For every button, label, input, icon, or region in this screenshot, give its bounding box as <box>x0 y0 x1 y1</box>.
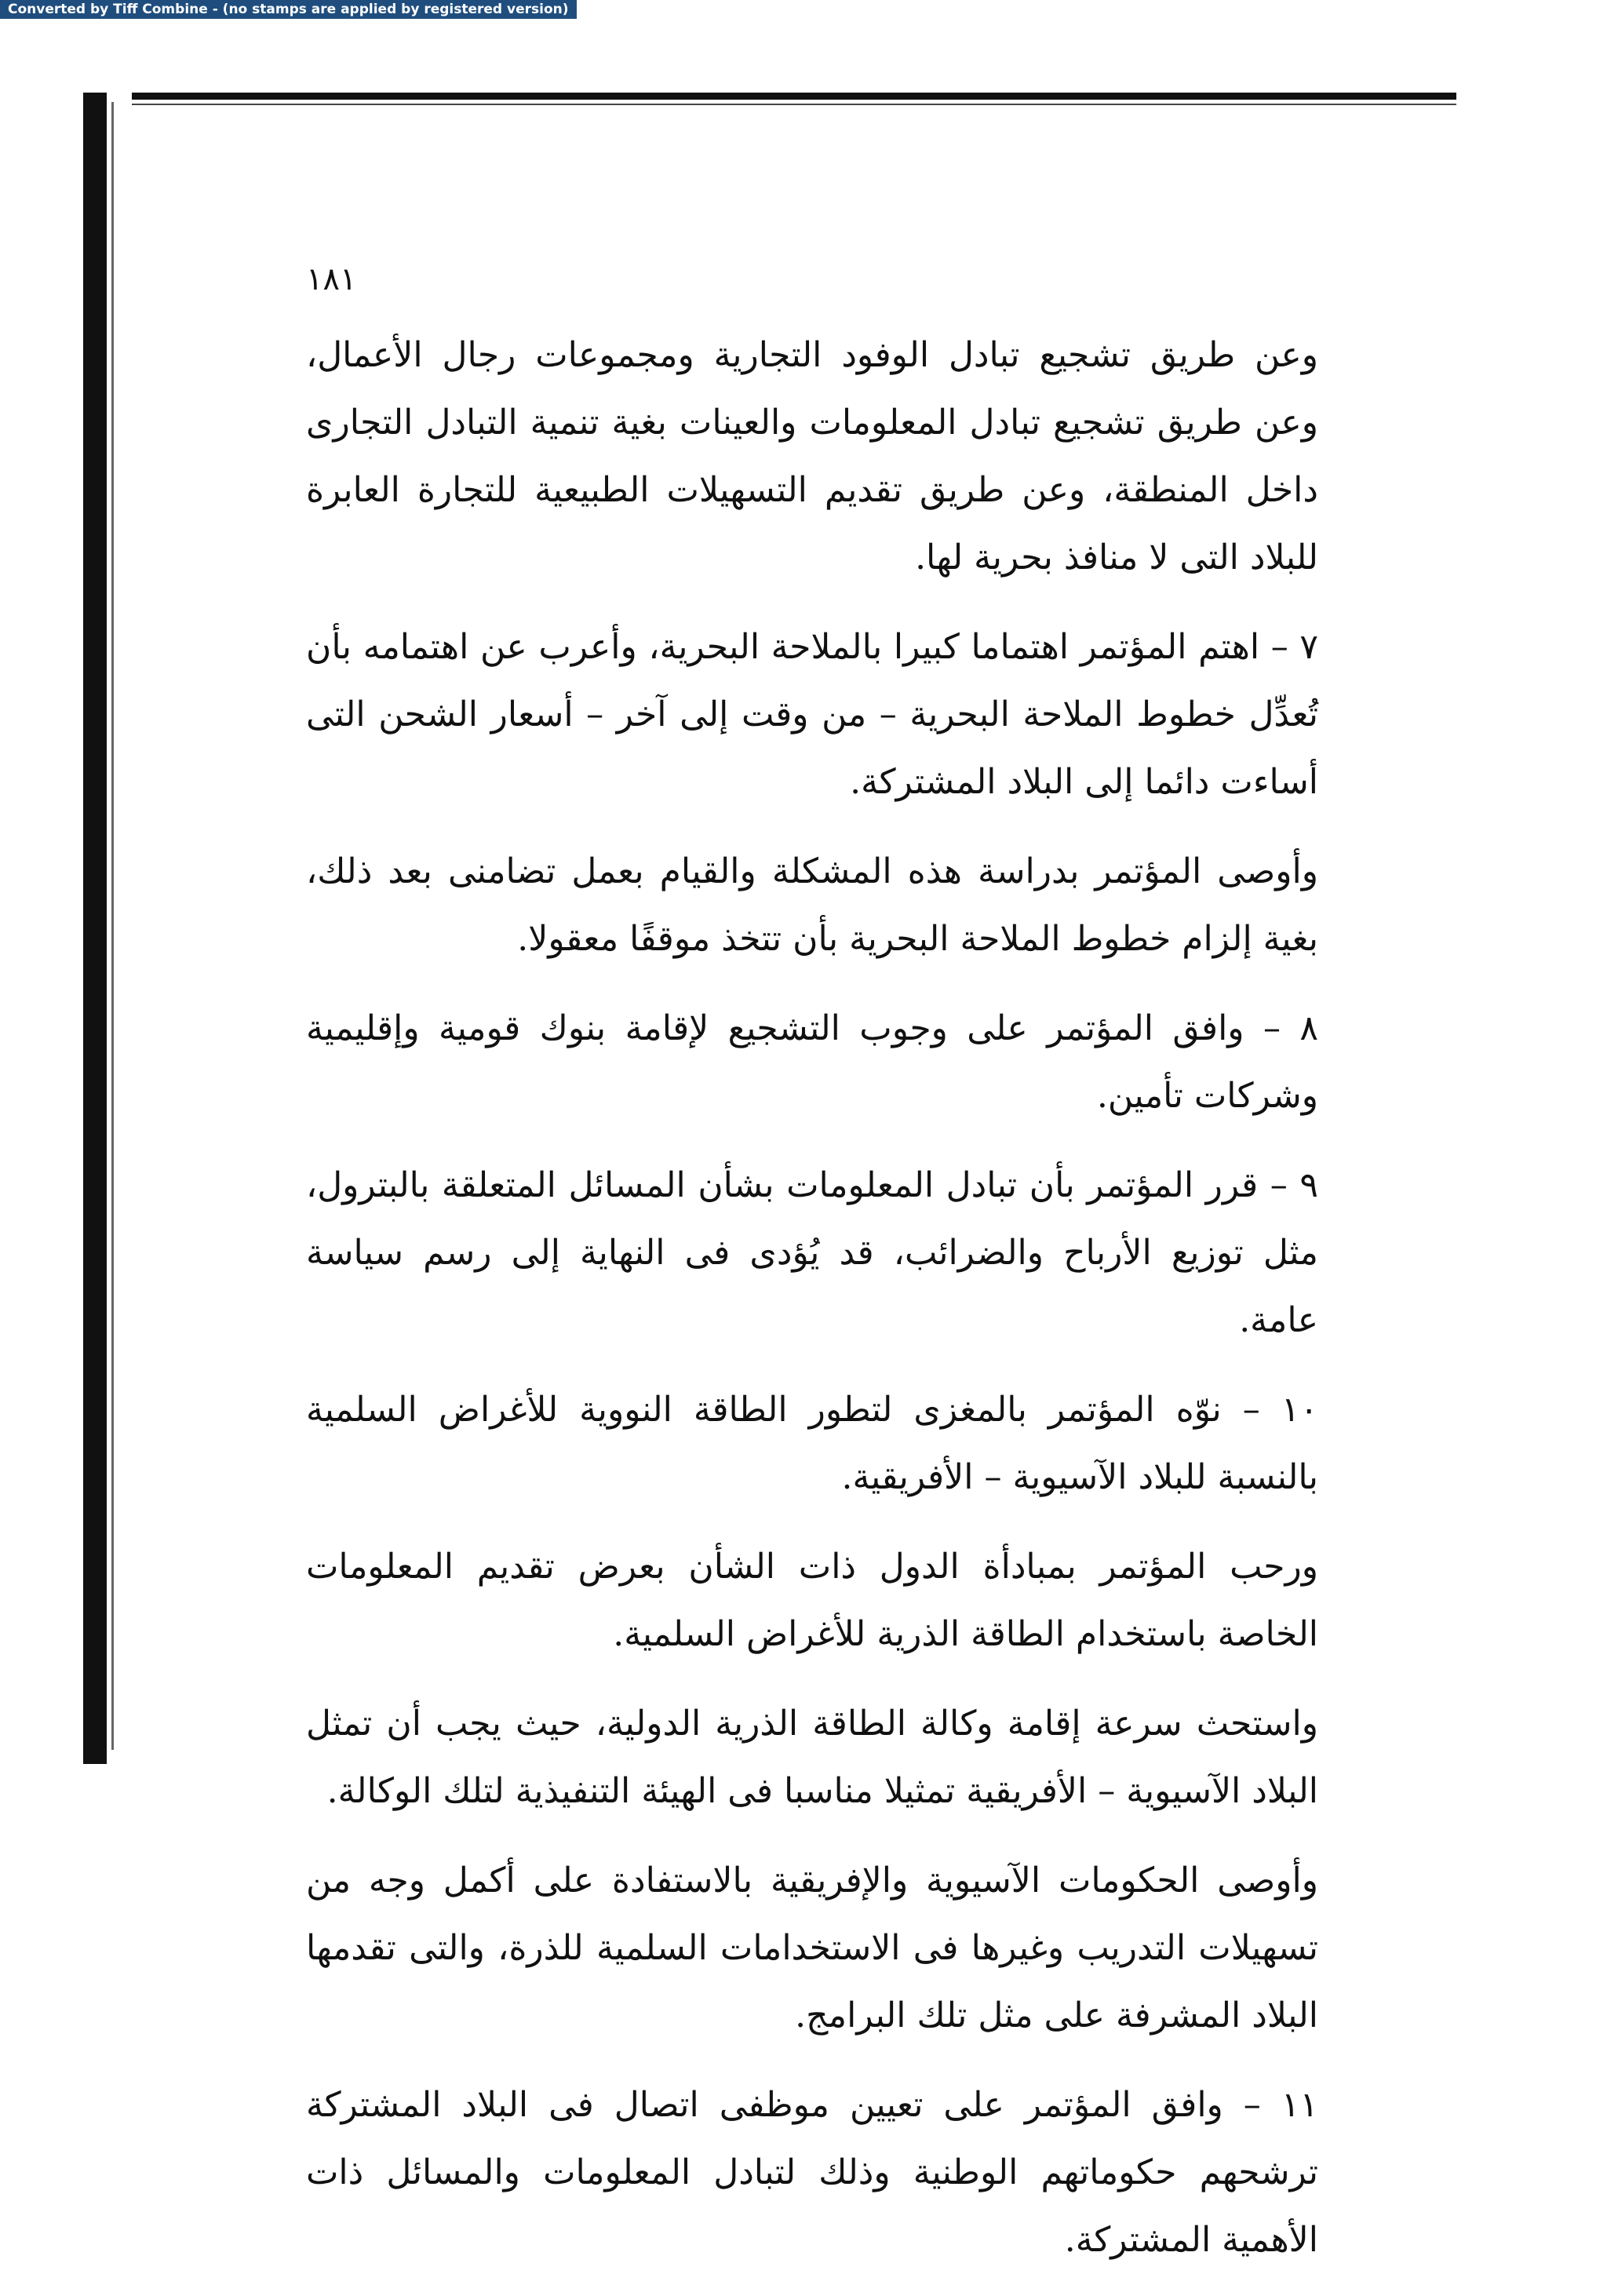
page-number: ١٨١ <box>306 261 357 297</box>
paragraph-atomic-agency: واستحث سرعة إقامة وكالة الطاقة الذرية الدولية، حيث يجب أن تمثل البلاد الآسيوية – الأفريقية تمثيلا مناسبا فى الهيئة التنفيذية لتلك الوكالة. <box>306 1704 1318 1811</box>
paragraph-training-facilities: وأوصى الحكومات الآسيوية والإفريقية بالاستفادة على أكمل وجه من تسهيلات التدريب وغيرها فى الاستخدامات السلمية للذرة، والتى تقدمها البلاد المشرفة على مثل تلك البرامج. <box>306 1860 1318 2035</box>
page-body <box>306 322 1318 2296</box>
top-border-thin-rule <box>132 104 1456 105</box>
paragraph-item-11-liaison: ١١ – وافق المؤتمر على تعيين موظفى اتصال فى البلاد المشتركة ترشحهم حكوماتهم الوطنية وذلك لتبادل المعلومات والمسائل ذات الأهمية المشتركة. <box>306 2085 1318 2260</box>
paragraph-item-9-petroleum: ٩ – قرر المؤتمر بأن تبادل المعلومات بشأن المسائل المتعلقة بالبترول، مثل توزيع الأرباح والضرائب، قد يُؤدى فى النهاية إلى رسم سياسة عامة. <box>306 1165 1318 1340</box>
converter-banner: Converted by Tiff Combine - (no stamps are applied by registered version) <box>0 0 577 19</box>
left-scan-edge-thin <box>111 102 114 1750</box>
paragraph-shipping-recommendation: وأوصى المؤتمر بدراسة هذه المشكلة والقيام بعمل تضامنى بعد ذلك، بغية إلزام خطوط الملاحة البحرية بأن تتخذ موقفًا معقولا. <box>306 851 1319 959</box>
paragraph-item-8-banks: ٨ – وافق المؤتمر على وجوب التشجيع لإقامة بنوك قومية وإقليمية وشركات تأمين. <box>306 1008 1318 1116</box>
paragraph-item-7-shipping: ٧ – اهتم المؤتمر اهتماما كبيرا بالملاحة البحرية، وأعرب عن اهتمامه بأن تُعدِّل خطوط الملاحة البحرية – من وقت إلى آخر – أسعار الشحن التى أساءت دائما إلى البلاد المشتركة. <box>306 627 1318 802</box>
paragraph-item-10-nuclear: ١٠ – نوّه المؤتمر بالمغزى لتطور الطاقة النووية للأغراض السلمية بالنسبة للبلاد الآسيوية – الأفريقية. <box>306 1390 1318 1497</box>
paragraph-trade-delegations: وعن طريق تشجيع تبادل الوفود التجارية ومجموعات رجال الأعمال، وعن طريق تشجيع تبادل المعلومات والعينات بغية تنمية التبادل التجارى داخل المنطقة، وعن طريق تقديم التسهيلات الطبيعية للتجارة العابرة للبلاد التى لا منافذ بحرية لها. <box>306 335 1318 578</box>
left-scan-edge <box>83 93 107 1764</box>
top-border-rule <box>132 93 1456 100</box>
paragraph-atomic-information: ورحب المؤتمر بمبادأة الدول ذات الشأن بعرض تقديم المعلومات الخاصة باستخدام الطاقة الذرية للأغراض السلمية. <box>306 1547 1318 1654</box>
